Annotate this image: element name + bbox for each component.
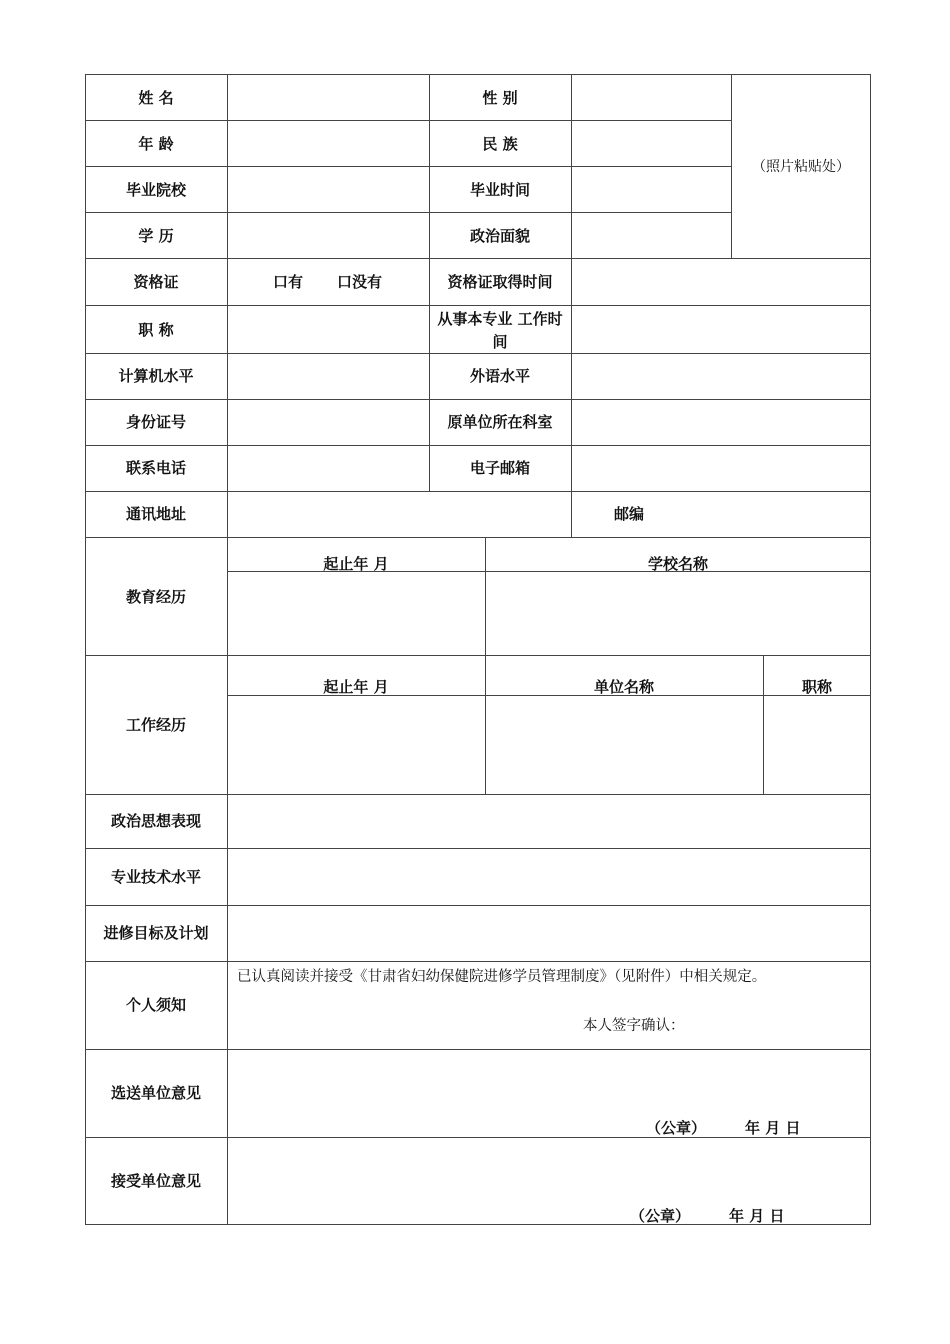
grad-time-field[interactable]	[572, 167, 730, 211]
edu-period-field[interactable]	[228, 572, 484, 654]
label-postcode: 邮编	[614, 505, 645, 523]
label-school: 毕业院校	[125, 181, 186, 199]
label-edu-history: 教育经历	[125, 588, 186, 606]
edu-col-school: 学校名称	[647, 555, 708, 573]
row-divider	[85, 655, 871, 656]
work-col-unit: 单位名称	[593, 678, 654, 696]
title-field[interactable]	[228, 306, 428, 352]
political-field[interactable]	[572, 213, 730, 257]
school-field[interactable]	[228, 167, 428, 211]
label-work-history: 工作经历	[125, 716, 186, 734]
row-divider	[85, 1049, 871, 1050]
label-political-perf: 政治思想表现	[110, 812, 201, 830]
label-computer: 计算机水平	[118, 367, 194, 385]
computer-field[interactable]	[228, 354, 428, 398]
sender-seal: （公章）	[646, 1119, 707, 1137]
age-field[interactable]	[228, 121, 428, 165]
work-period-field[interactable]	[228, 696, 484, 793]
address-field[interactable]	[228, 492, 570, 536]
label-phone: 联系电话	[125, 459, 186, 477]
notice-text: 已认真阅读并接受《甘肃省妇幼保健院进修学员管理制度》（见附件）中相关规定。	[237, 969, 767, 985]
dept-field[interactable]	[572, 400, 870, 444]
work-col-period: 起止年 月	[323, 678, 389, 696]
label-age: 年 龄	[138, 135, 174, 153]
work-years-field[interactable]	[572, 306, 870, 352]
id-no-field[interactable]	[228, 400, 428, 444]
email-field[interactable]	[572, 446, 870, 490]
label-personal-notice: 个人须知	[125, 996, 186, 1014]
cert-time-field[interactable]	[572, 259, 870, 304]
gender-field[interactable]	[572, 75, 730, 119]
label-study-goal: 进修目标及计划	[103, 924, 209, 942]
column-divider	[571, 491, 572, 537]
name-field[interactable]	[228, 75, 428, 119]
label-dept: 原单位所在科室	[447, 413, 553, 431]
label-work-years-cont: 间	[492, 333, 508, 351]
tech-level-field[interactable]	[228, 849, 870, 904]
notice-signature: 本人签字确认：	[583, 1018, 685, 1034]
cert-yes-checkbox[interactable]: 口有	[273, 273, 304, 291]
label-address: 通讯地址	[125, 505, 186, 523]
sender-date: 年 月 日	[745, 1119, 801, 1137]
label-work-years: 从事本专业 工作时	[437, 310, 563, 328]
work-title-field[interactable]	[764, 696, 870, 793]
label-tech-level: 专业技术水平	[110, 868, 201, 886]
label-language: 外语水平	[469, 367, 530, 385]
phone-field[interactable]	[228, 446, 428, 490]
work-unit-field[interactable]	[486, 696, 762, 793]
label-id-no: 身份证号	[125, 413, 186, 431]
education-field[interactable]	[228, 213, 428, 257]
edu-school-field[interactable]	[486, 572, 870, 654]
study-goal-field[interactable]	[228, 906, 870, 960]
postcode-field[interactable]	[660, 492, 870, 536]
row-divider	[85, 961, 871, 962]
label-email: 电子邮箱	[469, 459, 530, 477]
label-gender: 性 别	[482, 89, 518, 107]
label-ethnicity: 民 族	[482, 135, 518, 153]
label-receiver-opinion: 接受单位意见	[110, 1172, 201, 1190]
edu-col-period: 起止年 月	[323, 555, 389, 573]
label-cert-time: 资格证取得时间	[447, 273, 553, 291]
receiver-seal: （公章）	[630, 1207, 691, 1225]
label-sender-opinion: 选送单位意见	[110, 1084, 201, 1102]
work-col-title: 职称	[801, 678, 832, 696]
language-field[interactable]	[572, 354, 870, 398]
receiver-date: 年 月 日	[729, 1207, 785, 1225]
label-political: 政治面貌	[469, 227, 530, 245]
label-certificate: 资格证	[133, 273, 179, 291]
political-perf-field[interactable]	[228, 795, 870, 847]
cert-no-checkbox[interactable]: 口没有	[337, 273, 383, 291]
label-education: 学 历	[138, 227, 174, 245]
photo-placeholder[interactable]: （照片粘贴处）	[752, 159, 850, 175]
label-grad-time: 毕业时间	[469, 181, 530, 199]
ethnicity-field[interactable]	[572, 121, 730, 165]
label-title: 职 称	[138, 321, 174, 339]
row-divider	[85, 537, 871, 538]
label-name: 姓 名	[138, 89, 174, 107]
